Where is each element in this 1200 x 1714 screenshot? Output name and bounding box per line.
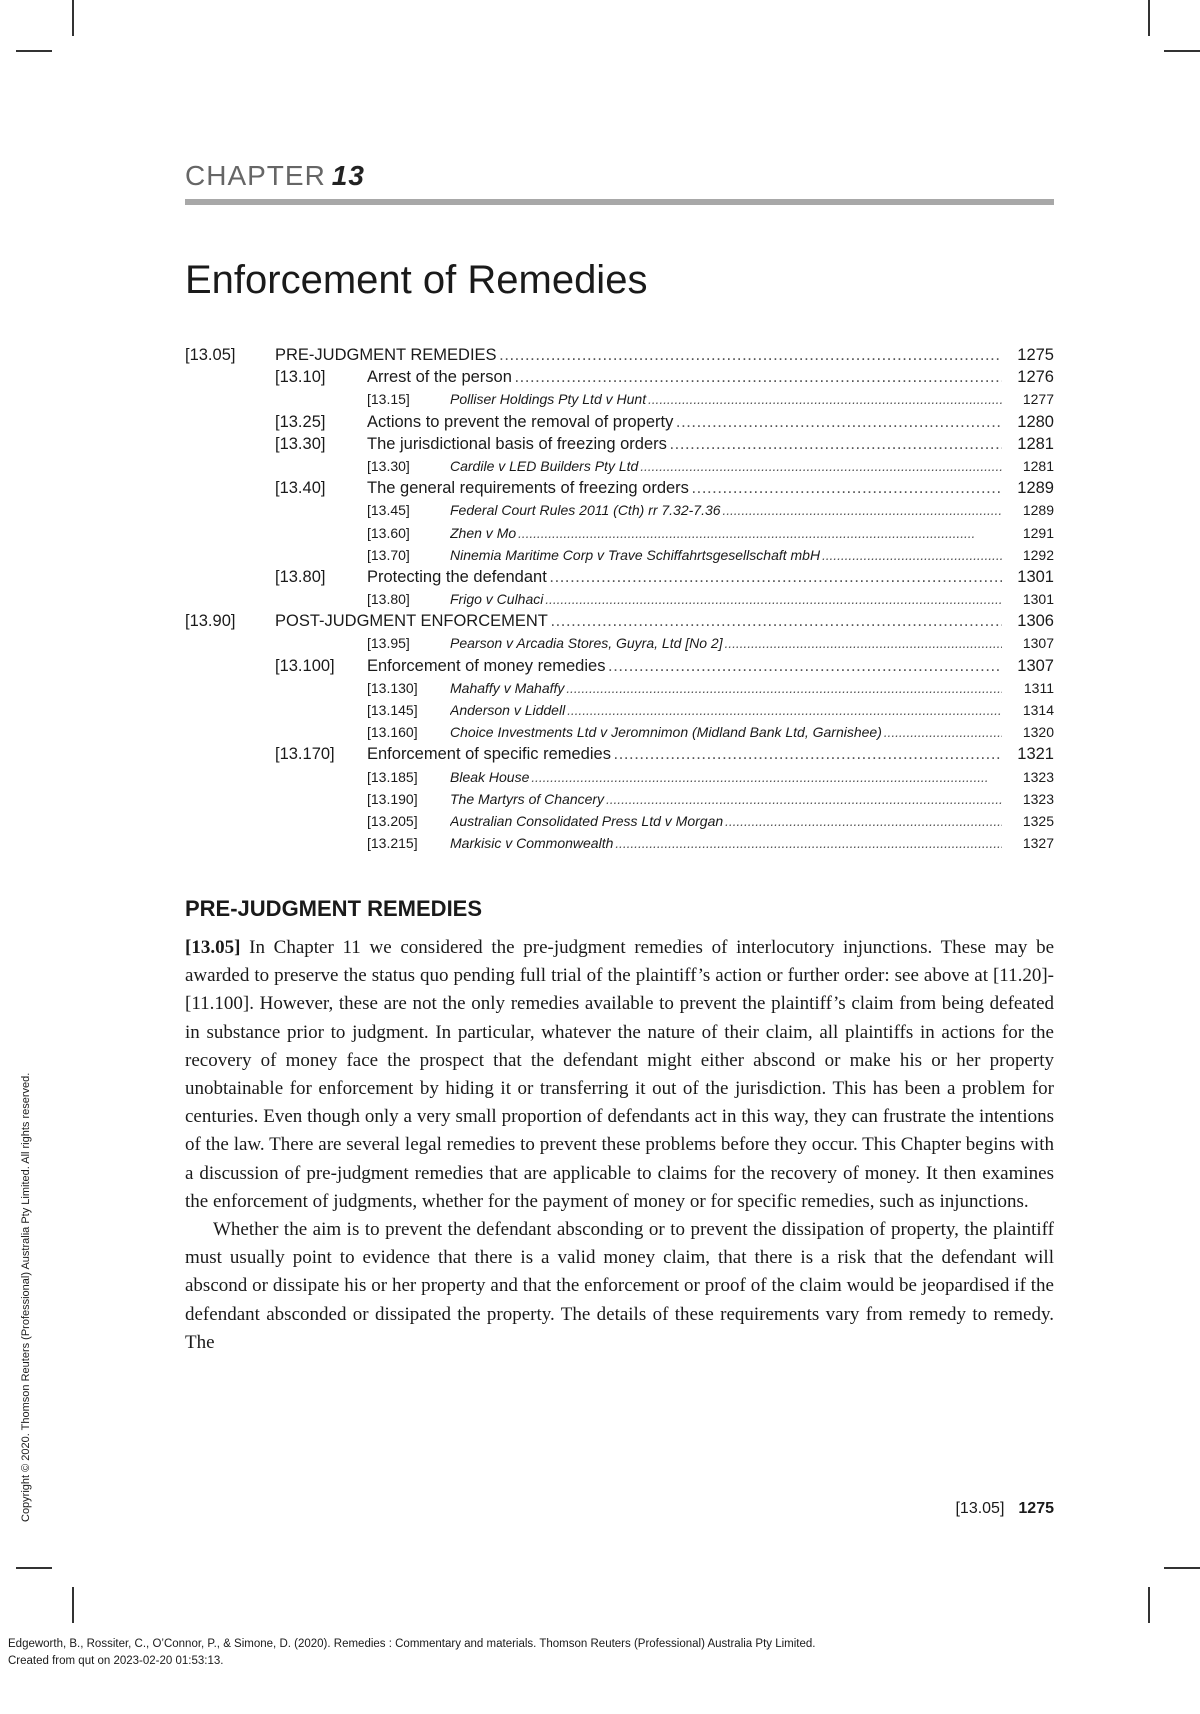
toc-entry <box>185 566 1054 588</box>
toc-entry <box>185 743 1054 765</box>
paragraph-ref: [13.05] <box>185 937 241 958</box>
paragraph-1 <box>185 934 1054 1216</box>
toc-entry <box>185 344 1054 366</box>
toc-ref: [13.45] <box>367 502 410 519</box>
toc-entry <box>185 610 1054 632</box>
toc-label: PRE-JUDGMENT REMEDIES . . . <box>275 344 1002 366</box>
crop-mark-top-left <box>72 0 74 36</box>
toc-entry <box>185 832 1054 854</box>
toc-label: Markisic v Commonwealth . . . <box>450 832 1002 854</box>
toc-entry <box>185 477 1054 499</box>
toc-page: 1321 <box>1017 745 1054 764</box>
copyright-notice: Copyright © 2020. Thomson Reuters (Professional) Australia Pty Limited. All rights reserved. <box>20 1072 32 1522</box>
toc-label: The Martyrs of Chancery . . . <box>450 788 1002 810</box>
toc-entry <box>185 455 1054 477</box>
body-text <box>185 934 1054 1357</box>
chapter-number: 13 <box>331 160 365 191</box>
toc-label: Enforcement of money remedies . . . <box>367 655 1002 677</box>
toc-page: 1280 <box>1017 412 1054 431</box>
toc-entry <box>185 677 1054 699</box>
toc-ref: [13.30] <box>367 457 410 474</box>
toc-entry <box>185 411 1054 433</box>
toc-ref: [13.10] <box>275 368 326 387</box>
toc-ref: [13.25] <box>275 412 326 431</box>
toc-entry <box>185 366 1054 388</box>
toc-entry <box>185 433 1054 455</box>
chapter-rule <box>185 199 1054 205</box>
toc-ref: [13.215] <box>367 835 418 852</box>
paragraph-1-text: In Chapter 11 we considered the pre-judgment remedies of interlocutory injunctions. These may be awarded to preserve the status quo pending full trial of the plaintiff’s action or further order: see above at [11.20]-[11.100]. However, these are not the only remedies available to prevent the plaintiff’s claim from being defeated in substance prior to judgment. In particular, whatever the nature of their claim, all plaintiffs in actions for the recovery of money face the prospect that the defendant might either abscond or make his or her property unobtainable for enforcement by hiding it or transferring it out of the jurisdiction. This has been a problem for centuries. Even though only a very small proportion of defendants act in this way, they can frustrate the intentions of the law. There are several legal remedies to prevent these problems before they occur. This Chapter begins with a discussion of pre-judgment remedies that are applicable to claims for the recovery of money. It then examines the enforcement of judgments, whether for the payment of money or for specific remedies, such as injunctions. <box>185 937 1055 1212</box>
crop-mark-bottom-right <box>1148 1587 1150 1623</box>
toc-page: 1291 <box>1022 524 1054 541</box>
toc-label: Federal Court Rules 2011 (Cth) rr 7.32-7.36 . . . <box>450 499 1002 521</box>
toc-ref: [13.15] <box>367 391 410 408</box>
toc-label: Enforcement of specific remedies . . . <box>367 743 1002 765</box>
toc-label: POST-JUDGMENT ENFORCEMENT . . . <box>275 610 1002 632</box>
citation-line-1: Edgeworth, B., Rossiter, C., O’Connor, P., & Simone, D. (2020). Remedies : Commentary and materials. Thomson Reuters (Professional) Australia Pty Limited. <box>8 1638 816 1650</box>
toc-page: 1314 <box>1022 702 1054 718</box>
toc-label: Mahaffy v Mahaffy . . . <box>450 677 1002 699</box>
toc-label: Anderson v Liddell . . . <box>450 699 1002 721</box>
toc-label: Zhen v Mo . . . <box>450 522 1002 544</box>
toc-page: 1323 <box>1022 790 1054 807</box>
toc-entry <box>185 655 1054 677</box>
toc-page: 1307 <box>1017 656 1054 675</box>
toc-ref: [13.80] <box>367 591 410 608</box>
toc-entry <box>185 588 1054 610</box>
toc-label: Polliser Holdings Pty Ltd v Hunt . . . <box>450 388 1002 410</box>
toc-label: Ninemia Maritime Corp v Trave Schiffahrtsgesellschaft mbH . . . <box>450 544 1002 566</box>
toc-ref: [13.95] <box>367 635 410 652</box>
crop-mark-top-left <box>16 50 52 52</box>
toc-label: Actions to prevent the removal of property . . . <box>367 411 1002 433</box>
section-heading: PRE-JUDGMENT REMEDIES <box>185 896 483 921</box>
chapter-title: Enforcement of Remedies <box>185 258 648 302</box>
toc-label: Bleak House . . . <box>450 766 1002 788</box>
toc-page: 1325 <box>1022 812 1054 829</box>
page-number: 1275 <box>1018 1500 1054 1517</box>
toc-label: Frigo v Culhaci . . . <box>450 588 1002 610</box>
toc-label: Pearson v Arcadia Stores, Guyra, Ltd [No 2] . . . <box>450 632 1002 654</box>
toc-page: 1277 <box>1022 391 1054 408</box>
toc-entry <box>185 699 1054 721</box>
toc-page: 1301 <box>1022 591 1054 608</box>
toc-page: 1275 <box>1017 346 1054 364</box>
toc-ref: [13.40] <box>275 479 326 498</box>
toc-entry <box>185 810 1054 832</box>
toc-entry <box>185 632 1054 654</box>
toc-ref: [13.170] <box>275 745 335 764</box>
toc-entry <box>185 388 1054 410</box>
toc-label: Arrest of the person . . . <box>367 366 1002 388</box>
toc-entry <box>185 788 1054 810</box>
toc-page: 1306 <box>1017 612 1054 631</box>
toc-entry <box>185 499 1054 521</box>
paragraph-2: Whether the aim is to prevent the defendant absconding or to prevent the dissipation of property, the plaintiff must usually point to evidence that there is a valid money claim, that there is a risk that the defendant will abscond or dissipate his or her property and that the enforcement or proof of the claim would be jeopardised if the defendant absconded or dissipated the property. The details of these requirements vary from remedy to remedy. The <box>185 1219 1054 1353</box>
toc-entry <box>185 522 1054 544</box>
toc-ref: [13.05] <box>185 346 236 364</box>
chapter-word: CHAPTER <box>185 160 326 191</box>
toc-entry <box>185 721 1054 743</box>
toc-page: 1320 <box>1022 724 1054 741</box>
toc-page: 1281 <box>1022 457 1054 474</box>
toc-label: The jurisdictional basis of freezing orders . . . <box>367 433 1002 455</box>
chapter-label <box>185 160 365 192</box>
toc-ref: [13.100] <box>275 656 335 675</box>
toc-page: 1289 <box>1022 502 1054 519</box>
toc-page: 1311 <box>1023 679 1054 696</box>
crop-mark-bottom-right <box>1164 1567 1200 1569</box>
crop-mark-top-right <box>1148 0 1150 36</box>
toc-label: The general requirements of freezing orders . . . <box>367 477 1002 499</box>
toc-entry <box>185 544 1054 566</box>
toc-ref: [13.60] <box>367 524 410 541</box>
footer-paragraph-ref: [13.05] <box>955 1500 1005 1517</box>
toc-ref: [13.190] <box>367 790 418 807</box>
page-footer <box>955 1500 1054 1518</box>
toc-ref: [13.185] <box>367 768 418 785</box>
toc-label: Choice Investments Ltd v Jeromnimon (Midland Bank Ltd, Garnishee) . . . <box>450 721 1002 743</box>
crop-mark-bottom-left <box>72 1587 74 1623</box>
citation <box>8 1636 815 1670</box>
toc-page: 1289 <box>1017 479 1054 498</box>
toc-page: 1276 <box>1017 368 1054 387</box>
toc-page: 1281 <box>1017 434 1054 453</box>
toc-page: 1323 <box>1022 768 1054 785</box>
toc-ref: [13.160] <box>367 724 418 741</box>
toc-page: 1307 <box>1022 635 1054 652</box>
toc-ref: [13.205] <box>367 812 418 829</box>
toc-label: Cardile v LED Builders Pty Ltd . . . <box>450 455 1002 477</box>
toc-ref: [13.30] <box>275 434 326 453</box>
toc-ref: [13.130] <box>367 679 418 696</box>
toc-page: 1327 <box>1022 835 1054 852</box>
crop-mark-bottom-left <box>16 1567 52 1569</box>
toc-ref: [13.70] <box>367 546 410 563</box>
toc-page: 1301 <box>1017 567 1054 586</box>
toc-ref: [13.80] <box>275 567 326 586</box>
crop-mark-top-right <box>1164 50 1200 52</box>
toc-page: 1292 <box>1022 546 1054 563</box>
table-of-contents <box>185 344 1054 854</box>
citation-line-2: Created from qut on 2023-02-20 01:53:13. <box>8 1655 224 1667</box>
toc-ref: [13.90] <box>185 612 236 631</box>
toc-entry <box>185 766 1054 788</box>
toc-ref: [13.145] <box>367 702 418 718</box>
toc-label: Australian Consolidated Press Ltd v Morgan . . . <box>450 810 1002 832</box>
toc-label: Protecting the defendant . . . <box>367 566 1002 588</box>
